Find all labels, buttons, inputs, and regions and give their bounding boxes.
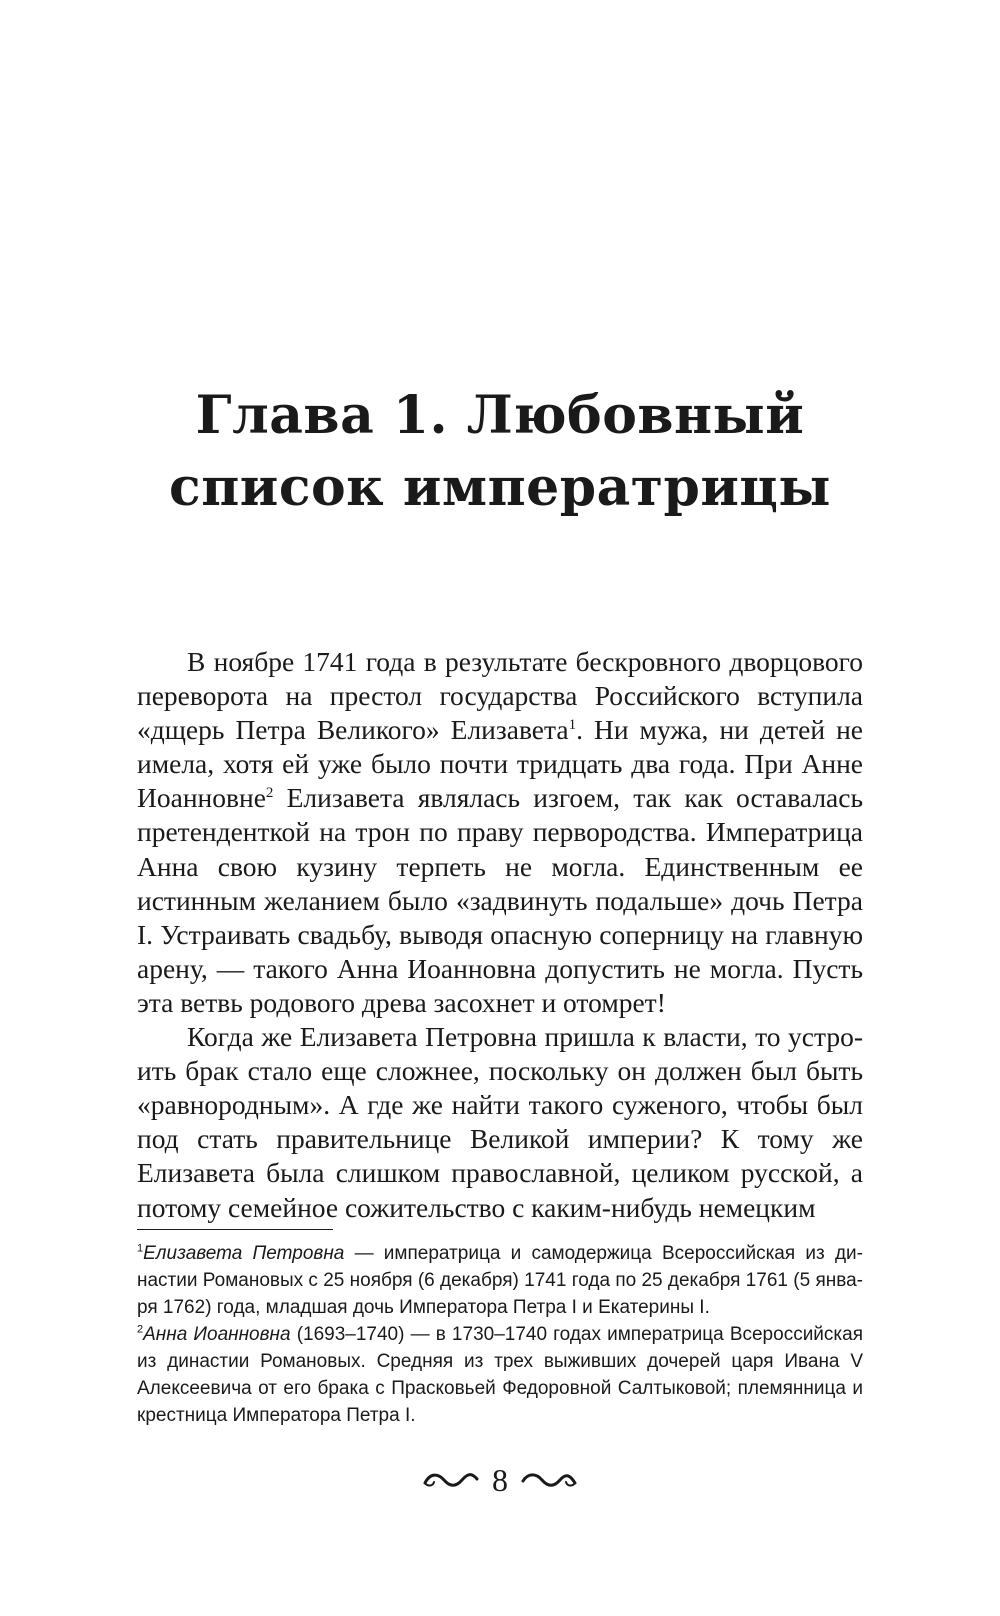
footnote-ref-1: 1 — [568, 717, 577, 734]
footnote-1 — [137, 1240, 863, 1321]
footnote-2 — [137, 1321, 863, 1429]
footnote-2-text: (1693–1740) — в 1730–1740 годах императрица Всероссийская из династии Романовых. Средняя из трех выживших дочерей царя Ивана V Алексеевича от его брака с Прасковьей Федоровной Салтыковой; племянница и крестница Императора Петра I. — [137, 1324, 864, 1426]
footnote-divider — [137, 1229, 333, 1230]
footnote-1-name: Елизавета Петровна — [143, 1243, 345, 1264]
page-number-block — [0, 1460, 1000, 1500]
swirl-ornament-icon — [520, 1469, 578, 1491]
chapter-title — [100, 380, 900, 524]
paragraph-1-part-b: . Ни мужа, ни детей не имела, хотя ей уже было почти тридцать два года. При Анне Иоанновне — [137, 714, 863, 814]
footnote-2-marker: 2 — [137, 1323, 144, 1336]
swirl-ornament-icon — [422, 1469, 480, 1491]
footnotes — [137, 1240, 863, 1429]
footnote-1-text: — императрица и самодержица Всероссийская из династии Романовых с 25 ноября (6 декабря) 1741 года по 25 декабря 1761 (5 января 1762) года, младшая дочь Императора Петра I и Екатерины I. — [137, 1243, 863, 1318]
paragraph-1 — [137, 645, 863, 1020]
chapter-title-line-2: список императрицы — [169, 457, 831, 518]
paragraph-1-part-c: Елизавета являлась изгоем, так как оставалась претенденткой на трон по праву первородства. Императрица Анна свою кузину терпеть не могла. Единственным ее истинным желанием было «задвинуть подальше» дочь Петра I. Устраивать свадьбу, выводя опасную соперницу на главную арену, — такого Анна Иоанновна допустить не могла. Пусть эта ветвь родового древа засохнет и отомрет! — [137, 782, 863, 1018]
page-number: 8 — [492, 1462, 508, 1498]
paragraph-2: Когда же Елизавета Петровна пришла к власти, то устроить брак стало еще сложнее, поскольку он должен был быть «равнородным». А где же найти такого суженого, чтобы был под стать правительнице Великой империи? К тому же Елизавета была слишком православной, целиком русской, а потому семейное сожительство с каким-нибудь немецким — [137, 1021, 863, 1223]
chapter-title-line-1: Глава 1. Любовный — [195, 385, 805, 446]
body-text — [137, 645, 863, 1225]
footnote-ref-2: 2 — [265, 785, 274, 802]
footnote-2-name: Анна Иоанновна — [143, 1324, 291, 1345]
footnote-1-marker: 1 — [137, 1242, 144, 1255]
paragraph-1-part-a: В ноябре 1741 года в результате бескровного дворцового переворота на престол государства Российского вступила «дщерь Петра Великого» Елизавета — [137, 646, 863, 746]
